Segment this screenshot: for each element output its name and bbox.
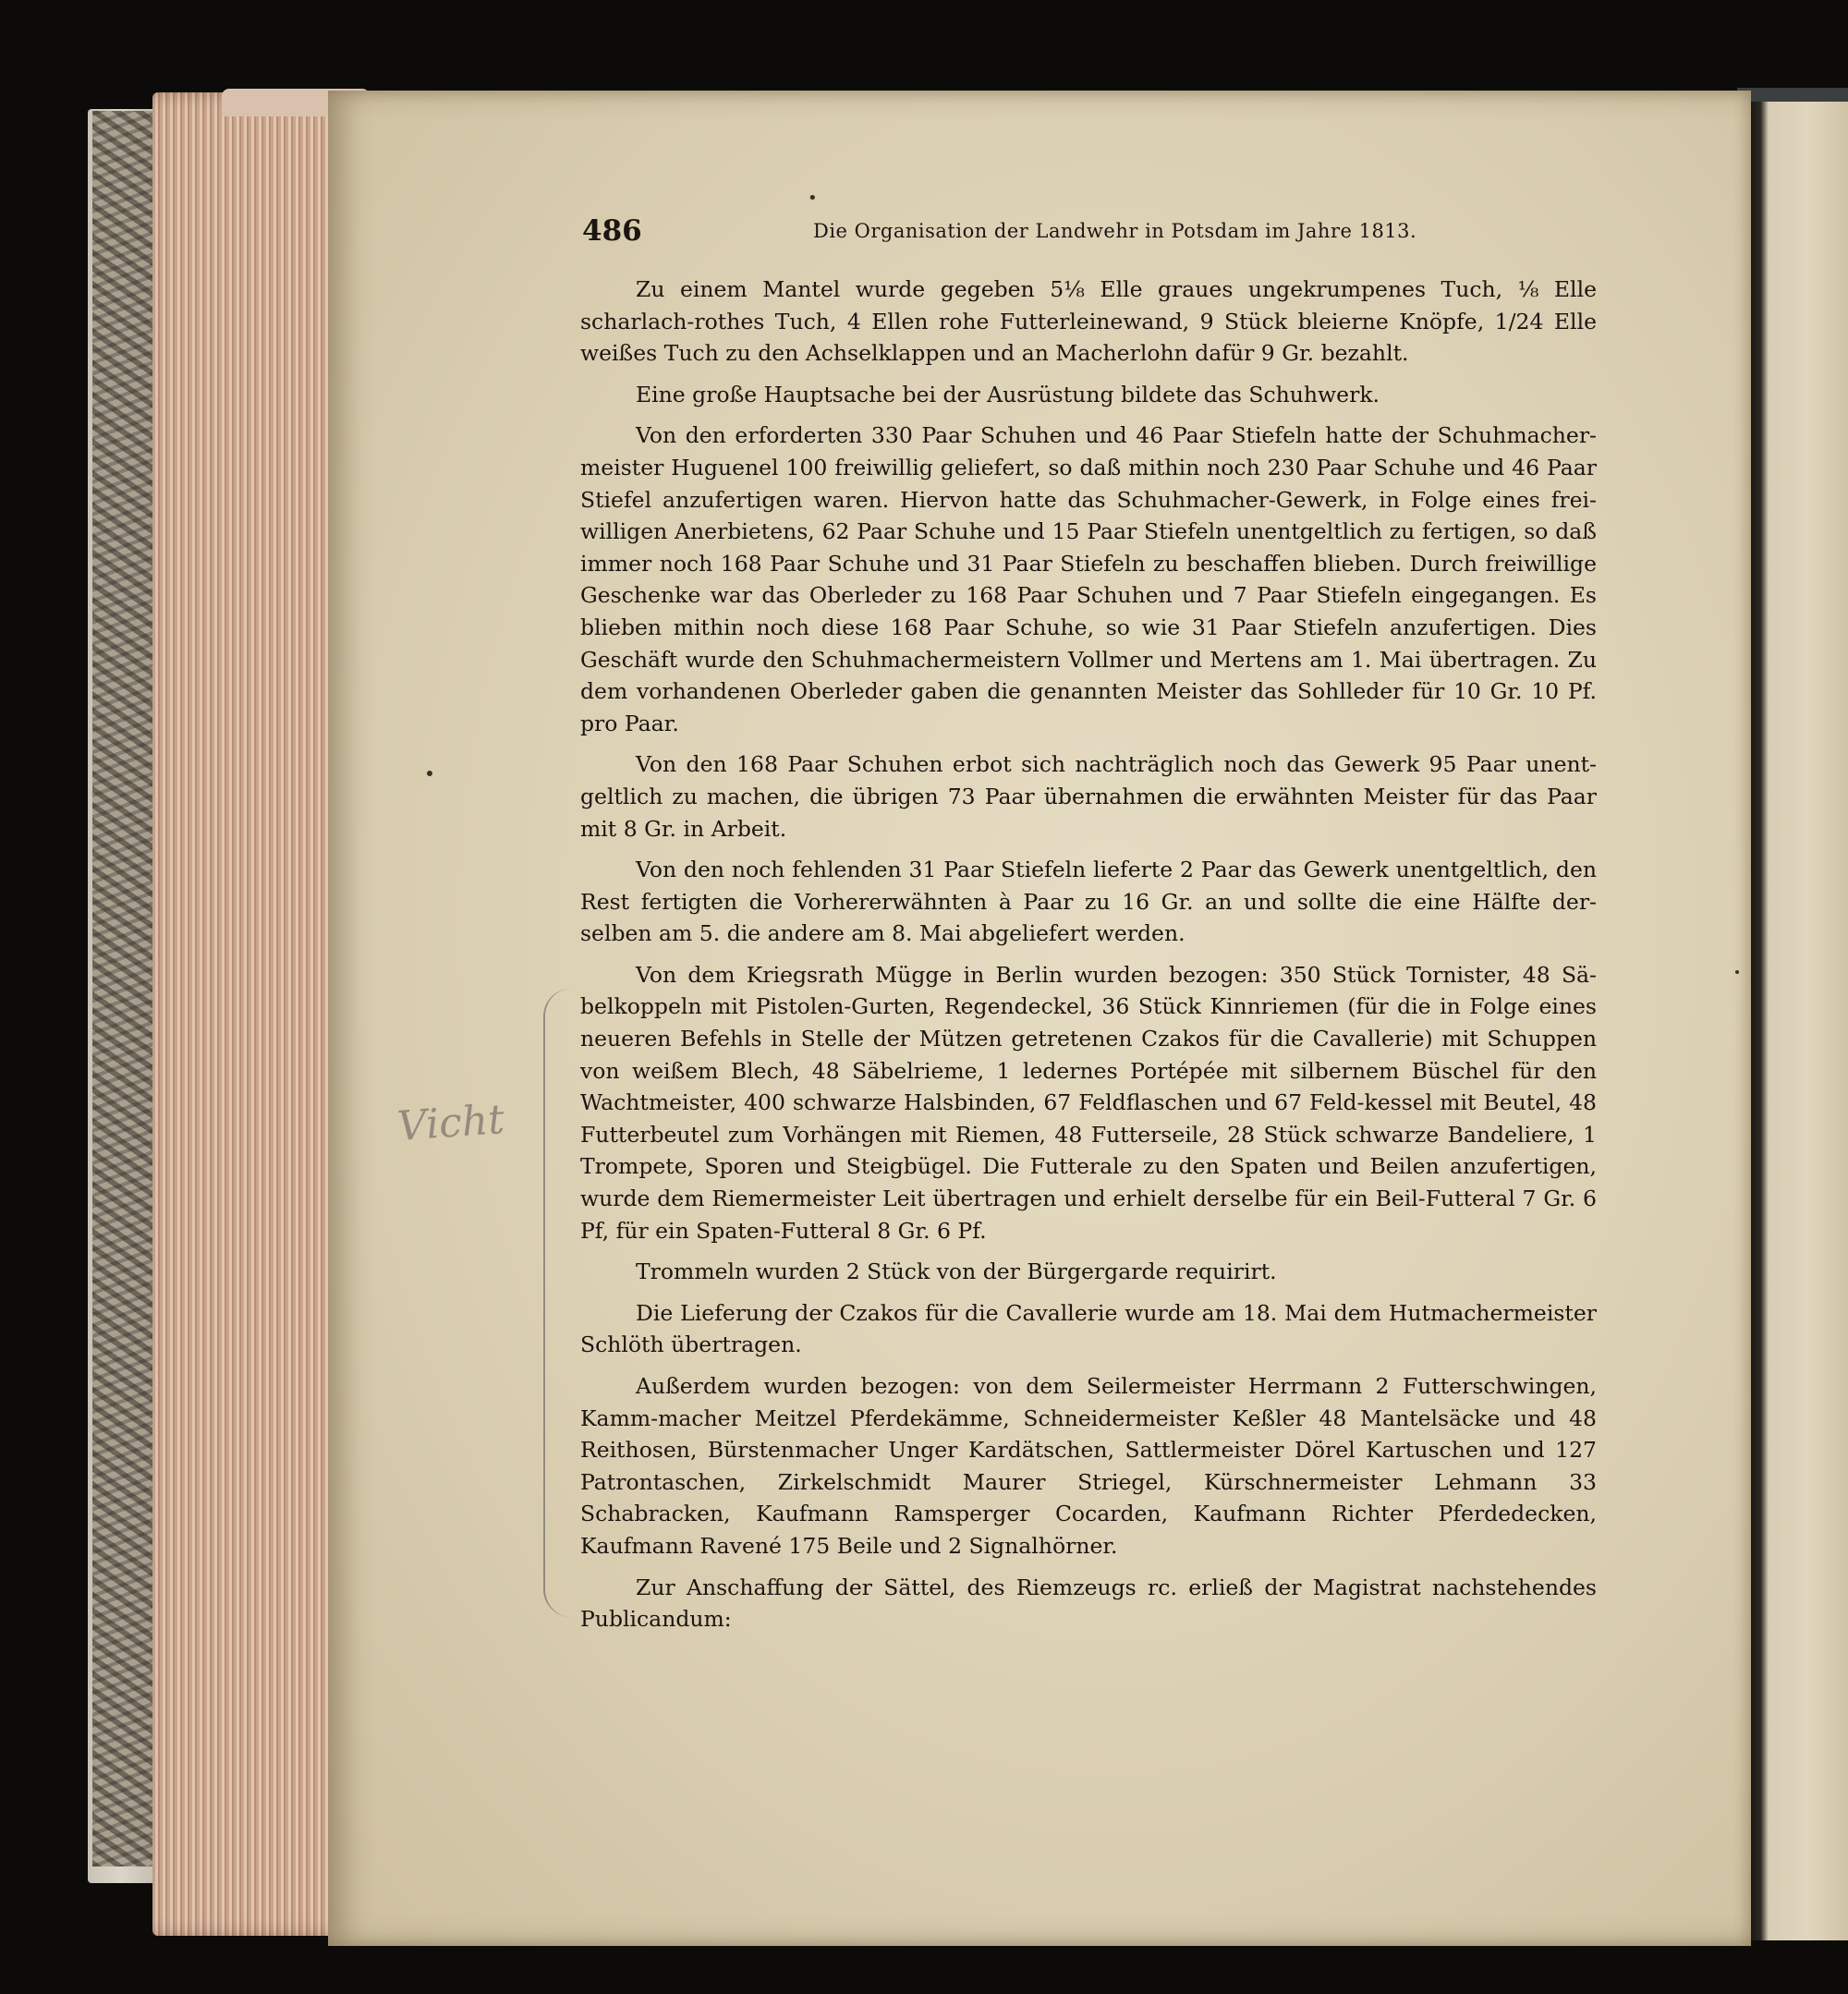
page-number: 486 — [582, 214, 642, 248]
page-header — [582, 188, 1599, 251]
paragraph-trommeln: Trommeln wurden 2 Stück von der Bürgergarde requirirt. — [636, 1258, 1277, 1285]
paragraph-ausserdem: Außerdem wurden bezogen: von dem Seilermeister Herrmann 2 Futterschwingen, Kamm-macher Meitzel Pferdekämme, Schneidermeister Keßler 48 Mantelsäcke und 48 Reithosen, Bürstenmacher Unger Kardätschen, Sattlermeister Dörel Kartuschen und 127 Patrontaschen, Zirkelschmidt Maurer Striegel, Kürschnermeister Lehmann 33 Schabracken, Kaufmann Ramsperger Cocarden, Kaufmann Richter Pferdedecken, Kaufmann Ravené 175 Beile und 2 Signalhörner. — [580, 1373, 1597, 1559]
pencil-bracket — [543, 989, 582, 1617]
paragraph-czakos: Die Lieferung der Czakos für die Cavallerie wurde am 18. Mai dem Hutmachermeister Schlöth übertragen. — [580, 1299, 1597, 1358]
marbled-endpaper — [92, 111, 157, 1866]
header-mark: • — [808, 188, 818, 208]
body-text — [580, 274, 1597, 1635]
paragraph-schuhwerk: Eine große Hauptsache bei der Ausrüstung bildete das Schuhwerk. — [636, 381, 1380, 407]
facing-page-edge — [1751, 102, 1848, 1940]
paragraph-schuhe-stiefel: Von den erforderten 330 Paar Schuhen und 46 Paar Stiefeln hatte der Schuhmacher-meister Huguenel 100 freiwillig geliefert, so daß mithin noch 230 Paar Schuhe und 46 Paar Stiefel anzufertigen waren. Hiervon hatte das Schuhmacher-Gewerk, in Folge eines frei-willigen Anerbietens, 62 Paar Schuhe und 15 Paar Stiefeln unentgeltlich zu fertigen, so daß immer noch 168 Paar Schuhe und 31 Paar Stiefeln zu beschaffen blieben. Durch freiwillige Geschenke war das Oberleder zu 168 Paar Schuhen und 7 Paar Stiefeln eingegangen. Es blieben mithin noch diese 168 Paar Schuhe, so wie 31 Paar Stiefeln anzufertigen. Dies Geschäft wurde den Schuhmachermeistern Vollmer und Mertens am 1. Mai übertragen. Zu dem vorhandenen Oberleder gaben die genannten Meister das Sohlleder für 10 Gr. 10 Pf. pro Paar. — [580, 422, 1597, 736]
paragraph-gewerk: Von den 168 Paar Schuhen erbot sich nachträglich noch das Gewerk 95 Paar unent-geltlich zu machen, die übrigen 73 Paar übernahmen die erwähnten Meister für das Paar mit 8 Gr. in Arbeit. — [580, 751, 1597, 842]
pencil-margin-note: Vicht — [395, 1096, 506, 1150]
paragraph-stiefeln: Von den noch fehlenden 31 Paar Stiefeln lieferte 2 Paar das Gewerk unentgeltlich, den Rest fertigten die Vorhererwähnten à Paar zu 16 Gr. an und sollte die eine Hälfte der-selben am 5. die andere am 8. Mai abgeliefert werden. — [580, 857, 1597, 947]
running-title: Die Organisation der Landwehr in Potsdam im Jahre 1813. — [813, 220, 1417, 242]
paper-speck — [1735, 970, 1739, 974]
paper-speck — [427, 771, 432, 776]
paragraph-kriegsrath: Von dem Kriegsrath Mügge in Berlin wurden bezogen: 350 Stück Tornister, 48 Sä-belkoppeln mit Pistolen-Gurten, Regendeckel, 36 Stück Kinnriemen (für die in Folge eines neueren Befehls in Stelle der Mützen getretenen Czakos für die Cavallerie) mit Schuppen von weißem Blech, 48 Säbelrieme, 1 ledernes Portépée mit silbernem Büschel für den Wachtmeister, 400 schwarze Halsbinden, 67 Feldflaschen und 67 Feld-kessel mit Beutel, 48 Futterbeutel zum Vorhängen mit Riemen, 48 Futterseile, 28 Stück schwarze Bandeliere, 1 Trompete, Sporen und Steigbügel. Die Futterale zu den Spaten und Beilen anzufertigen, wurde dem Riemermeister Leit übertragen und erhielt derselbe für ein Beil-Futteral 7 Gr. 6 Pf, für ein Spaten-Futteral 8 Gr. 6 Pf. — [580, 961, 1597, 1244]
paragraph-mantel: Zu einem Mantel wurde gegeben 5⅛ Elle graues ungekrumpenes Tuch, ⅛ Elle scharlach-rothes Tuch, 4 Ellen rohe Futterleinewand, 9 Stück bleierne Knöpfe, 1/24 Elle weißes Tuch zu den Achselklappen und an Macherlohn dafür 9 Gr. bezahlt. — [580, 276, 1597, 367]
paragraph-publicandum: Zur Anschaffung der Sättel, des Riemzeugs rc. erließ der Magistrat nachstehendes Publicandum: — [580, 1574, 1597, 1633]
